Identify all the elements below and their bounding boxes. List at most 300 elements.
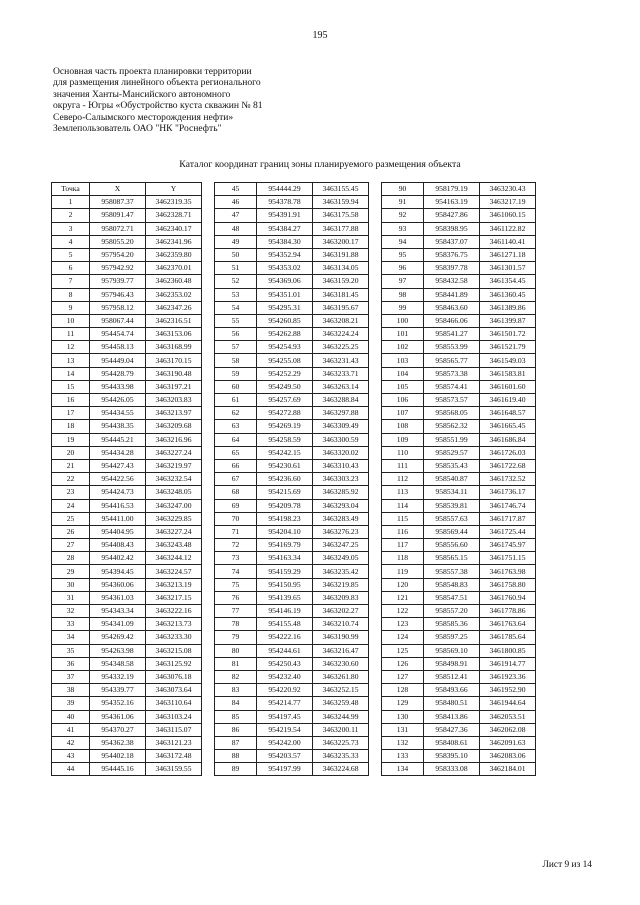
y-cell: 3463216.96	[146, 433, 202, 446]
x-cell: 958427.86	[424, 209, 480, 222]
table-row	[215, 710, 369, 723]
y-cell: 3463155.45	[313, 183, 369, 196]
catalog-title: Каталог координат границ зоны планируемого размещения объекта	[179, 159, 461, 170]
y-cell: 3461521.79	[480, 341, 536, 354]
point-cell: 44	[52, 763, 90, 776]
point-cell: 30	[52, 578, 90, 591]
y-cell: 3461778.86	[480, 605, 536, 618]
table-row	[382, 328, 536, 341]
y-cell: 3461354.45	[480, 275, 536, 288]
header-line: Основная часть проекта планировки территории	[53, 66, 252, 77]
table-row	[382, 314, 536, 327]
y-cell: 3461722.68	[480, 459, 536, 472]
y-cell: 3463213.73	[146, 618, 202, 631]
point-cell: 39	[52, 697, 90, 710]
x-cell: 958466.06	[424, 314, 480, 327]
x-cell: 954434.55	[90, 407, 146, 420]
point-cell: 10	[52, 314, 90, 327]
point-cell: 73	[215, 552, 257, 565]
x-cell: 954139.65	[257, 591, 313, 604]
table-row	[382, 525, 536, 538]
point-cell: 104	[382, 367, 424, 380]
point-cell: 65	[215, 446, 257, 459]
y-cell: 3462328.71	[146, 209, 202, 222]
point-cell: 2	[52, 209, 90, 222]
x-cell: 958087.37	[90, 196, 146, 209]
point-cell: 69	[215, 499, 257, 512]
x-cell: 954402.18	[90, 750, 146, 763]
table-row	[382, 512, 536, 525]
table-row	[215, 763, 369, 776]
point-cell: 72	[215, 539, 257, 552]
table-row	[382, 578, 536, 591]
y-cell: 3461399.87	[480, 314, 536, 327]
x-cell: 954332.19	[90, 670, 146, 683]
y-cell: 3461601.60	[480, 380, 536, 393]
point-cell: 128	[382, 684, 424, 697]
point-cell: 78	[215, 618, 257, 631]
x-cell: 958556.60	[424, 539, 480, 552]
table-row	[382, 710, 536, 723]
x-cell: 954242.00	[257, 736, 313, 749]
y-cell: 3463159.94	[313, 196, 369, 209]
x-cell: 954255.08	[257, 354, 313, 367]
point-cell: 74	[215, 565, 257, 578]
point-cell: 124	[382, 631, 424, 644]
table-row	[382, 367, 536, 380]
table-row	[215, 578, 369, 591]
table-row	[215, 341, 369, 354]
x-cell: 954361.03	[90, 591, 146, 604]
point-cell: 89	[215, 763, 257, 776]
table-row	[382, 750, 536, 763]
x-cell: 954272.88	[257, 407, 313, 420]
y-cell: 3463225.73	[313, 736, 369, 749]
point-cell: 25	[52, 512, 90, 525]
point-cell: 66	[215, 459, 257, 472]
x-cell: 958597.25	[424, 631, 480, 644]
x-cell: 954169.79	[257, 539, 313, 552]
table-row	[215, 209, 369, 222]
table-row	[52, 473, 202, 486]
y-cell: 3463225.25	[313, 341, 369, 354]
y-cell: 3462316.51	[146, 314, 202, 327]
table-row	[52, 314, 202, 327]
point-cell: 16	[52, 394, 90, 407]
point-cell: 99	[382, 301, 424, 314]
table-row	[382, 657, 536, 670]
y-cell: 3461360.45	[480, 288, 536, 301]
table-row	[382, 499, 536, 512]
y-cell: 3463181.45	[313, 288, 369, 301]
x-cell: 954408.43	[90, 539, 146, 552]
x-cell: 954416.53	[90, 499, 146, 512]
coordinate-table-middle	[214, 182, 369, 776]
y-cell: 3463172.48	[146, 750, 202, 763]
x-cell: 954250.43	[257, 657, 313, 670]
y-cell: 3461763.98	[480, 565, 536, 578]
table-row	[382, 288, 536, 301]
table-row	[215, 499, 369, 512]
point-cell: 26	[52, 525, 90, 538]
x-cell: 958540.87	[424, 473, 480, 486]
point-cell: 71	[215, 525, 257, 538]
point-cell: 80	[215, 644, 257, 657]
x-cell: 954146.19	[257, 605, 313, 618]
y-cell: 3461665.45	[480, 420, 536, 433]
table-row	[215, 446, 369, 459]
y-cell: 3461758.80	[480, 578, 536, 591]
point-cell: 57	[215, 341, 257, 354]
point-cell: 120	[382, 578, 424, 591]
table-row	[215, 539, 369, 552]
header-line: значения Ханты-Мансийского автономного	[53, 88, 231, 100]
y-cell: 3461583.81	[480, 367, 536, 380]
x-cell: 954257.69	[257, 394, 313, 407]
header-line: для размещения линейного объекта регионального	[53, 77, 261, 89]
table-row	[215, 288, 369, 301]
x-cell: 954254.93	[257, 341, 313, 354]
table-row	[215, 736, 369, 749]
point-cell: 81	[215, 657, 257, 670]
table-row	[382, 539, 536, 552]
x-cell: 958395.10	[424, 750, 480, 763]
y-cell: 3463202.27	[313, 605, 369, 618]
table-row	[215, 723, 369, 736]
y-cell: 3461122.82	[480, 222, 536, 235]
table-row	[382, 684, 536, 697]
y-cell: 3461726.03	[480, 446, 536, 459]
table-row	[52, 697, 202, 710]
x-cell: 958557.38	[424, 565, 480, 578]
table-row	[382, 736, 536, 749]
y-cell: 3462091.63	[480, 736, 536, 749]
column-header-point: Точка	[52, 183, 90, 196]
x-cell: 958551.99	[424, 433, 480, 446]
table-row	[52, 565, 202, 578]
header-line: округа - Югры «Обустройство куста скважин № 81	[53, 100, 263, 112]
y-cell: 3461800.85	[480, 644, 536, 657]
point-cell: 95	[382, 248, 424, 261]
y-cell: 3462053.51	[480, 710, 536, 723]
y-cell: 3463261.80	[313, 670, 369, 683]
table-row	[52, 354, 202, 367]
x-cell: 958437.07	[424, 235, 480, 248]
y-cell: 3463230.43	[480, 183, 536, 196]
x-cell: 954260.85	[257, 314, 313, 327]
table-row	[215, 525, 369, 538]
y-cell: 3463217.15	[146, 591, 202, 604]
y-cell: 3461648.57	[480, 407, 536, 420]
y-cell: 3463248.05	[146, 486, 202, 499]
y-cell: 3461725.44	[480, 525, 536, 538]
table-row	[382, 644, 536, 657]
table-row	[382, 446, 536, 459]
x-cell: 958548.83	[424, 578, 480, 591]
point-cell: 17	[52, 407, 90, 420]
table-row	[382, 565, 536, 578]
point-cell: 108	[382, 420, 424, 433]
x-cell: 958408.61	[424, 736, 480, 749]
point-cell: 24	[52, 499, 90, 512]
point-cell: 38	[52, 684, 90, 697]
x-cell: 957939.77	[90, 275, 146, 288]
y-cell: 3463110.64	[146, 697, 202, 710]
x-cell: 958398.95	[424, 222, 480, 235]
y-cell: 3463153.06	[146, 328, 202, 341]
point-cell: 31	[52, 591, 90, 604]
x-cell: 957954.20	[90, 248, 146, 261]
point-cell: 7	[52, 275, 90, 288]
header-line: Северо-Салымского месторождения нефти»	[53, 111, 234, 123]
table-row	[215, 407, 369, 420]
x-cell: 954449.04	[90, 354, 146, 367]
point-cell: 109	[382, 433, 424, 446]
y-cell: 3463229.85	[146, 512, 202, 525]
point-cell: 86	[215, 723, 257, 736]
table-row	[382, 670, 536, 683]
x-cell: 958569.44	[424, 525, 480, 538]
y-cell: 3461686.84	[480, 433, 536, 446]
x-cell: 954422.56	[90, 473, 146, 486]
point-cell: 50	[215, 248, 257, 261]
x-cell: 958072.71	[90, 222, 146, 235]
table-row	[215, 222, 369, 235]
table-row	[215, 433, 369, 446]
table-row	[382, 591, 536, 604]
table-row	[52, 618, 202, 631]
x-cell: 954215.69	[257, 486, 313, 499]
y-cell: 3461914.77	[480, 657, 536, 670]
table-row	[215, 248, 369, 261]
point-cell: 59	[215, 367, 257, 380]
x-cell: 954163.19	[424, 196, 480, 209]
table-row	[382, 235, 536, 248]
x-cell: 958493.66	[424, 684, 480, 697]
point-cell: 1	[52, 196, 90, 209]
point-cell: 3	[52, 222, 90, 235]
x-cell: 954348.58	[90, 657, 146, 670]
y-cell: 3463300.59	[313, 433, 369, 446]
sheet-footer: Лист 9 из 14	[542, 860, 592, 870]
y-cell: 3463191.88	[313, 248, 369, 261]
point-cell: 36	[52, 657, 90, 670]
table-row	[382, 222, 536, 235]
point-cell: 79	[215, 631, 257, 644]
point-cell: 96	[382, 262, 424, 275]
x-cell: 954384.27	[257, 222, 313, 235]
y-cell: 3462083.06	[480, 750, 536, 763]
y-cell: 3461549.03	[480, 354, 536, 367]
x-cell: 958376.75	[424, 248, 480, 261]
y-cell: 3463227.24	[146, 525, 202, 538]
column-header-y: Y	[146, 183, 202, 196]
table-row	[382, 248, 536, 261]
table-row	[382, 394, 536, 407]
point-cell: 63	[215, 420, 257, 433]
point-cell: 19	[52, 433, 90, 446]
y-cell: 3463224.24	[313, 328, 369, 341]
point-cell: 64	[215, 433, 257, 446]
y-cell: 3463263.14	[313, 380, 369, 393]
point-cell: 52	[215, 275, 257, 288]
x-cell: 954352.94	[257, 248, 313, 261]
table-row	[382, 631, 536, 644]
point-cell: 98	[382, 288, 424, 301]
page-number: 195	[312, 30, 328, 41]
x-cell: 954163.34	[257, 552, 313, 565]
x-cell: 958463.60	[424, 301, 480, 314]
y-cell: 3463190.48	[146, 367, 202, 380]
x-cell: 954203.57	[257, 750, 313, 763]
table-row	[382, 407, 536, 420]
x-cell: 954352.16	[90, 697, 146, 710]
point-cell: 45	[215, 183, 257, 196]
y-cell: 3462347.26	[146, 301, 202, 314]
table-row	[215, 486, 369, 499]
point-cell: 91	[382, 196, 424, 209]
table-row	[52, 288, 202, 301]
x-cell: 954434.28	[90, 446, 146, 459]
document-header	[53, 66, 373, 134]
y-cell: 3461746.74	[480, 499, 536, 512]
x-cell: 954232.40	[257, 670, 313, 683]
table-row	[52, 380, 202, 393]
point-cell: 118	[382, 552, 424, 565]
y-cell: 3461619.40	[480, 394, 536, 407]
point-cell: 83	[215, 684, 257, 697]
table-row	[382, 209, 536, 222]
table-row	[382, 196, 536, 209]
x-cell: 958067.44	[90, 314, 146, 327]
point-cell: 41	[52, 723, 90, 736]
table-header-row	[52, 183, 202, 196]
x-cell: 954445.16	[90, 763, 146, 776]
point-cell: 32	[52, 605, 90, 618]
point-cell: 77	[215, 605, 257, 618]
y-cell: 3463233.30	[146, 631, 202, 644]
x-cell: 954341.09	[90, 618, 146, 631]
point-cell: 97	[382, 275, 424, 288]
point-cell: 11	[52, 328, 90, 341]
x-cell: 954150.95	[257, 578, 313, 591]
x-cell: 954411.00	[90, 512, 146, 525]
x-cell: 958569.10	[424, 644, 480, 657]
x-cell: 958547.51	[424, 591, 480, 604]
x-cell: 954204.10	[257, 525, 313, 538]
point-cell: 85	[215, 710, 257, 723]
x-cell: 954438.35	[90, 420, 146, 433]
y-cell: 3463134.05	[313, 262, 369, 275]
x-cell: 954353.02	[257, 262, 313, 275]
y-cell: 3463076.18	[146, 670, 202, 683]
table-row	[382, 723, 536, 736]
point-cell: 131	[382, 723, 424, 736]
point-cell: 67	[215, 473, 257, 486]
table-row	[52, 196, 202, 209]
table-row	[215, 380, 369, 393]
y-cell: 3462360.48	[146, 275, 202, 288]
table-row	[382, 275, 536, 288]
y-cell: 3463231.43	[313, 354, 369, 367]
x-cell: 954445.21	[90, 433, 146, 446]
table-row	[382, 183, 536, 196]
table-row	[382, 380, 536, 393]
y-cell: 3463170.15	[146, 354, 202, 367]
table-row	[52, 499, 202, 512]
point-cell: 92	[382, 209, 424, 222]
point-cell: 114	[382, 499, 424, 512]
y-cell: 3463233.71	[313, 367, 369, 380]
y-cell: 3463247.00	[146, 499, 202, 512]
x-cell: 954351.01	[257, 288, 313, 301]
y-cell: 3463288.84	[313, 394, 369, 407]
point-cell: 115	[382, 512, 424, 525]
x-cell: 958573.38	[424, 367, 480, 380]
y-cell: 3463190.99	[313, 631, 369, 644]
point-cell: 55	[215, 314, 257, 327]
x-cell: 958529.57	[424, 446, 480, 459]
table-row	[215, 591, 369, 604]
table-row	[382, 262, 536, 275]
point-cell: 5	[52, 248, 90, 261]
y-cell: 3463230.60	[313, 657, 369, 670]
table-row	[382, 433, 536, 446]
x-cell: 954361.06	[90, 710, 146, 723]
y-cell: 3463200.11	[313, 723, 369, 736]
y-cell: 3461952.90	[480, 684, 536, 697]
point-cell: 15	[52, 380, 90, 393]
x-cell: 954404.95	[90, 525, 146, 538]
table-row	[52, 644, 202, 657]
x-cell: 958573.57	[424, 394, 480, 407]
y-cell: 3463121.23	[146, 736, 202, 749]
table-row	[215, 394, 369, 407]
x-cell: 954236.60	[257, 473, 313, 486]
x-cell: 954230.61	[257, 459, 313, 472]
table-row	[215, 512, 369, 525]
y-cell: 3463222.16	[146, 605, 202, 618]
table-row	[52, 262, 202, 275]
x-cell: 958413.86	[424, 710, 480, 723]
point-cell: 51	[215, 262, 257, 275]
x-cell: 958091.47	[90, 209, 146, 222]
y-cell: 3463276.23	[313, 525, 369, 538]
point-cell: 76	[215, 591, 257, 604]
point-cell: 110	[382, 446, 424, 459]
x-cell: 958179.19	[424, 183, 480, 196]
table-row	[52, 275, 202, 288]
point-cell: 35	[52, 644, 90, 657]
table-row	[382, 697, 536, 710]
point-cell: 12	[52, 341, 90, 354]
y-cell: 3461923.36	[480, 670, 536, 683]
table-row	[52, 328, 202, 341]
x-cell: 958534.11	[424, 486, 480, 499]
y-cell: 3463159.55	[146, 763, 202, 776]
point-cell: 49	[215, 235, 257, 248]
y-cell: 3463219.97	[146, 459, 202, 472]
point-cell: 119	[382, 565, 424, 578]
point-cell: 61	[215, 394, 257, 407]
point-cell: 68	[215, 486, 257, 499]
x-cell: 954343.34	[90, 605, 146, 618]
table-row	[52, 420, 202, 433]
table-row	[382, 459, 536, 472]
point-cell: 93	[382, 222, 424, 235]
y-cell: 3463213.97	[146, 407, 202, 420]
y-cell: 3463195.67	[313, 301, 369, 314]
